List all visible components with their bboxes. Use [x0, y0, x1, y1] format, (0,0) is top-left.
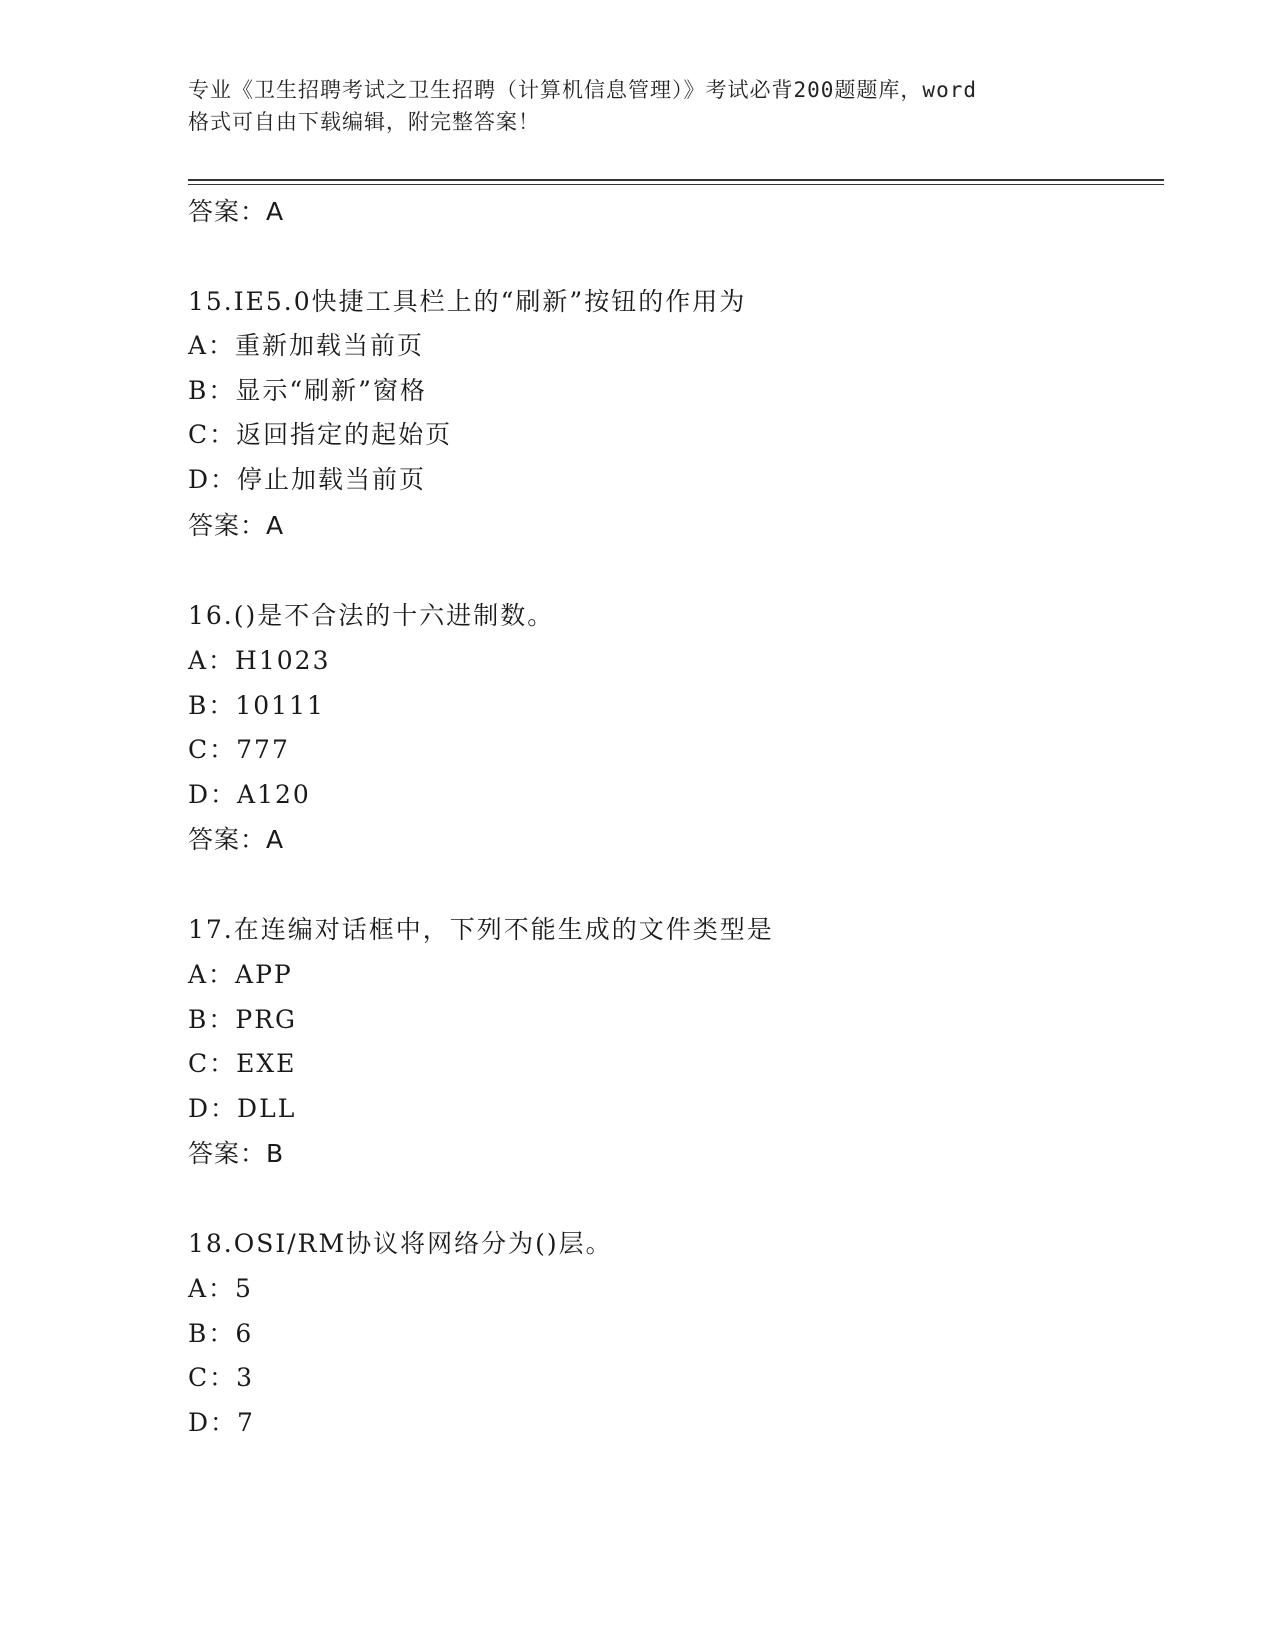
option-d: D：停止加载当前页 — [188, 465, 427, 494]
option-c: C：3 — [188, 1363, 255, 1392]
question-stem: 15.IE5.0快捷工具栏上的“刷新”按钮的作用为 — [188, 287, 747, 316]
header-line-1: 专业《卫生招聘考试之卫生招聘（计算机信息管理）》考试必背200题题库，word — [188, 78, 977, 102]
answer-line: 答案：A — [188, 511, 285, 540]
option-d: D：DLL — [188, 1094, 297, 1123]
option-a: A：H1023 — [188, 646, 331, 675]
question-stem: 16.()是不合法的十六进制数。 — [188, 601, 555, 630]
document-header — [188, 74, 1088, 138]
option-a: A：5 — [188, 1274, 253, 1303]
option-a: A：APP — [188, 960, 293, 989]
answer-line: 答案：B — [188, 1139, 285, 1168]
header-line-2: 格式可自由下载编辑，附完整答案！ — [188, 110, 540, 134]
option-d: D：A120 — [188, 780, 311, 809]
option-b: B：显示“刷新”窗格 — [188, 376, 427, 405]
option-c: C：777 — [188, 735, 290, 764]
option-c: C：EXE — [188, 1049, 297, 1078]
answer-line: 答案：A — [188, 197, 285, 226]
option-a: A：重新加载当前页 — [188, 331, 425, 360]
question-stem: 18.OSI/RM协议将网络分为()层。 — [188, 1229, 613, 1258]
option-b: B：10111 — [188, 691, 325, 720]
option-b: B：6 — [188, 1319, 254, 1348]
option-b: B：PRG — [188, 1005, 297, 1034]
option-d: D：7 — [188, 1408, 255, 1437]
option-c: C：返回指定的起始页 — [188, 420, 453, 449]
question-stem: 17.在连编对话框中，下列不能生成的文件类型是 — [188, 915, 774, 944]
header-divider-thick — [188, 179, 1164, 181]
answer-line: 答案：A — [188, 825, 285, 854]
header-divider-thin — [188, 184, 1164, 185]
